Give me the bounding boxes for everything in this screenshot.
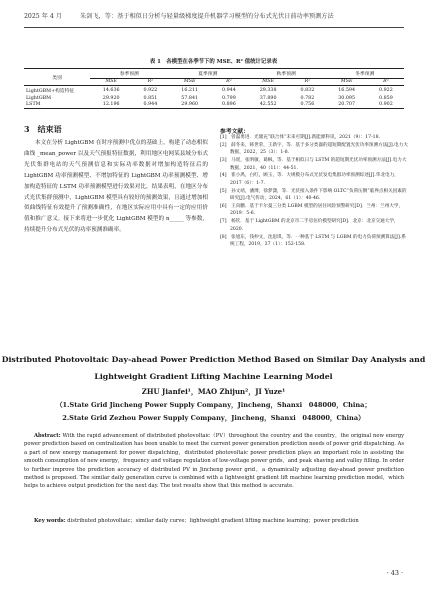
metric-header: MSE bbox=[90, 78, 132, 86]
table-cell: 0.782 bbox=[300, 95, 315, 101]
affiliation-line: 2.State Grid Zezhou Power Supply Company，Jincheng，Shanxi 048000，China） bbox=[62, 414, 365, 422]
running-title: 朱剑飞，等：基于相似日分析与轻量级梯度提升机器学习模型的分布式光伏日前功率预测方法 bbox=[80, 13, 334, 20]
page-number: · 43 · bbox=[386, 569, 403, 577]
table-cell: 42.552 bbox=[247, 101, 289, 108]
reference-item: [1] 曾磊勇进．光储充“联合体”未来可期[J].新能源科讯，2021（9）：17-18. bbox=[220, 135, 380, 140]
model-name: LightGBM+构造特征 bbox=[26, 88, 75, 94]
table-cell: 0.756 bbox=[289, 101, 325, 108]
table-header-row bbox=[24, 69, 404, 79]
table-cell: 0.896 bbox=[211, 101, 247, 108]
table-cell: 0.851 bbox=[143, 95, 158, 101]
table-cell: 0.902 bbox=[368, 101, 404, 108]
season-header: 春季预测 bbox=[90, 69, 168, 79]
english-title: Distributed Photovoltaic Day-ahead Power Prediction Method Based on Similar Day Analysis and Lightweight Gradient Lifting Machine Learning Model bbox=[1, 355, 426, 381]
section-heading: 3 结束语 bbox=[24, 124, 62, 134]
table-caption: 表 1 各模型在各季节下的 MSE、R² 值统计记录表 bbox=[149, 59, 278, 65]
table-cell: 0.799 bbox=[222, 95, 236, 101]
table-cell: 0.922 bbox=[379, 87, 393, 93]
metric-header: R² bbox=[132, 78, 168, 86]
season-header: 冬季预测 bbox=[325, 69, 404, 79]
model-name: LightGBM bbox=[26, 95, 52, 101]
metric-header: MSE bbox=[247, 78, 289, 86]
table-cell: 37.890 bbox=[259, 95, 277, 101]
issue-date: 2025 年 4 月 bbox=[24, 13, 62, 20]
table-cell: 0.859 bbox=[379, 95, 393, 101]
table-cell: 20.707 bbox=[325, 101, 367, 108]
table-cell: 0.832 bbox=[300, 87, 315, 93]
table-cell: 0.944 bbox=[222, 87, 236, 93]
english-authors: ZHU Jianfei¹，MAO Zhijun²，JI Yuze¹ bbox=[141, 387, 286, 396]
table-row bbox=[24, 86, 404, 95]
season-header: 夏季预测 bbox=[168, 69, 246, 79]
english-affiliations bbox=[0, 399, 427, 425]
table-cell: 16.594 bbox=[338, 87, 356, 93]
keywords-text: distributed photovoltaic；similar daily curve；lightweight gradient lifting machine learning；power prediction bbox=[67, 518, 359, 524]
reference-item: [2] 薛冬来，韩世荣，王新宇，等．基于多分类器的超短期配置光伏功率预测方法[J].电力大数据，2022，25（3）：1-8. bbox=[220, 142, 408, 156]
table-row bbox=[24, 101, 404, 108]
table-cell: 0.922 bbox=[143, 87, 158, 93]
metrics-table bbox=[24, 68, 404, 109]
table-cell: 14.636 bbox=[102, 87, 120, 93]
reference-item: [8] 张旭东，钱仲文，沈思琪，等．一种基于 LSTM 与 LGBM 的电力负荷预测算法[J].系统工程，2019，37（1）：152-158. bbox=[220, 234, 406, 248]
table-cell: 29.960 bbox=[168, 101, 210, 108]
english-keywords bbox=[24, 517, 404, 525]
table-cell: 0.944 bbox=[132, 101, 168, 108]
table-cell: 16.211 bbox=[181, 87, 199, 93]
reference-list bbox=[220, 134, 408, 249]
reference-item: [3] 马瑶，张明敏，葛枫，等．基于相似日与 LSTM 的超短期光伏功率预测方法[J].电力大数据，2021，40（11）：44-51. bbox=[220, 158, 407, 171]
metric-header: MSE bbox=[325, 78, 367, 86]
table-cell: 30.095 bbox=[338, 95, 356, 101]
table-cell: 29.338 bbox=[259, 87, 277, 93]
abstract-label: Abstract: bbox=[34, 433, 61, 439]
references-heading: 参考文献： bbox=[220, 129, 249, 135]
conclusion-paragraph: 本文在分析 LightGBM 在时序预测中优点的基础上，构建了动态相似曲线 _mean_power 以及天气预报特征数据，利用地区电网某县域分布式光伏集群电站的天气预测信息和实际功率数据对增加构造特征后的 LightGBM 功率预测模型、不增加特征的 LightGBM 功率预测模型、增加构造特征的 LSTM 功率预测模型进行效果对比，结果表明，在地区分布式光伏集群预测中，LightGBM 模型具有较好的预测效果，且通过增加相似曲线特征有效提升了预测准确性，在地区实际应用中具有一定的应用价值和推广意义。接下来将进一步优化 LightGBM 模型的 n_____ 等参数，持续提升分布式光伏的功率预测准确率。 bbox=[24, 140, 208, 234]
abstract-text: With the rapid advancement of distributed photovoltaic（PV）throughout the country and the country，the original new energy power prediction based on centralization has been unable to meet the current power generation prediction needs of power grid dispatching. As a part of new energy management for power dispatching，distributed photovoltaic power prediction plays an important role in assisting the smooth consumption of new energy，frequency and voltage regulation of low-voltage power grids，and peak shaving and valley filling. In order to further improve the prediction accuracy of distributed PV in Jincheng power grid，a dynamically adjusting day-ahead power prediction method is proposed. The similar daily generation curve is combined with a lightweight gradient lift machine learning prediction model，which helps to achieve output prediction for the next day. The test results show that this method is accurate. bbox=[24, 433, 404, 490]
metric-header: R² bbox=[211, 78, 247, 86]
table-row bbox=[24, 95, 404, 102]
keywords-label: Key words: bbox=[34, 518, 66, 524]
metric-header: MSE bbox=[168, 78, 210, 86]
category-header: 类别 bbox=[24, 69, 90, 86]
season-header: 秋季预测 bbox=[247, 69, 325, 79]
header-rule bbox=[24, 27, 404, 28]
metric-header: R² bbox=[289, 78, 325, 86]
reference-item: [5] 孙文靖，潘博，徐梦潇，等．光伏接入条件下影响 OLTC“负荷压倒”临界点相关因素的研究[J].电气传动，2024，61（1）：40-46. bbox=[220, 188, 407, 202]
model-name: LSTM bbox=[24, 101, 90, 108]
table-cell: 29.920 bbox=[102, 95, 120, 101]
reference-item: [7] 杨钦．基于 LightGBM 的北京市二手房估价模型研究[D]．北京：北京交通大学，2020. bbox=[220, 219, 399, 232]
metric-header: R² bbox=[368, 78, 404, 86]
affiliation-line: （1.State Grid Jincheng Power Supply Company，Jincheng，Shanxi 048000，China； bbox=[55, 401, 372, 409]
english-abstract bbox=[24, 432, 404, 491]
table-cell: 12.196 bbox=[90, 101, 132, 108]
reference-item: [4] 崔小禹，白红，顾玉，等．大规模分布式光伏发电集群功率预测综述[J].华北电力，2017（6）：1-7. bbox=[220, 173, 399, 186]
reference-item: [6] 王向鹏．基于卡尔曼三分类 LGBM 模型的居住风险预警研究[D]．兰州：兰州大学，2019：5-6. bbox=[220, 203, 404, 217]
table-cell: 57.841 bbox=[181, 95, 199, 101]
